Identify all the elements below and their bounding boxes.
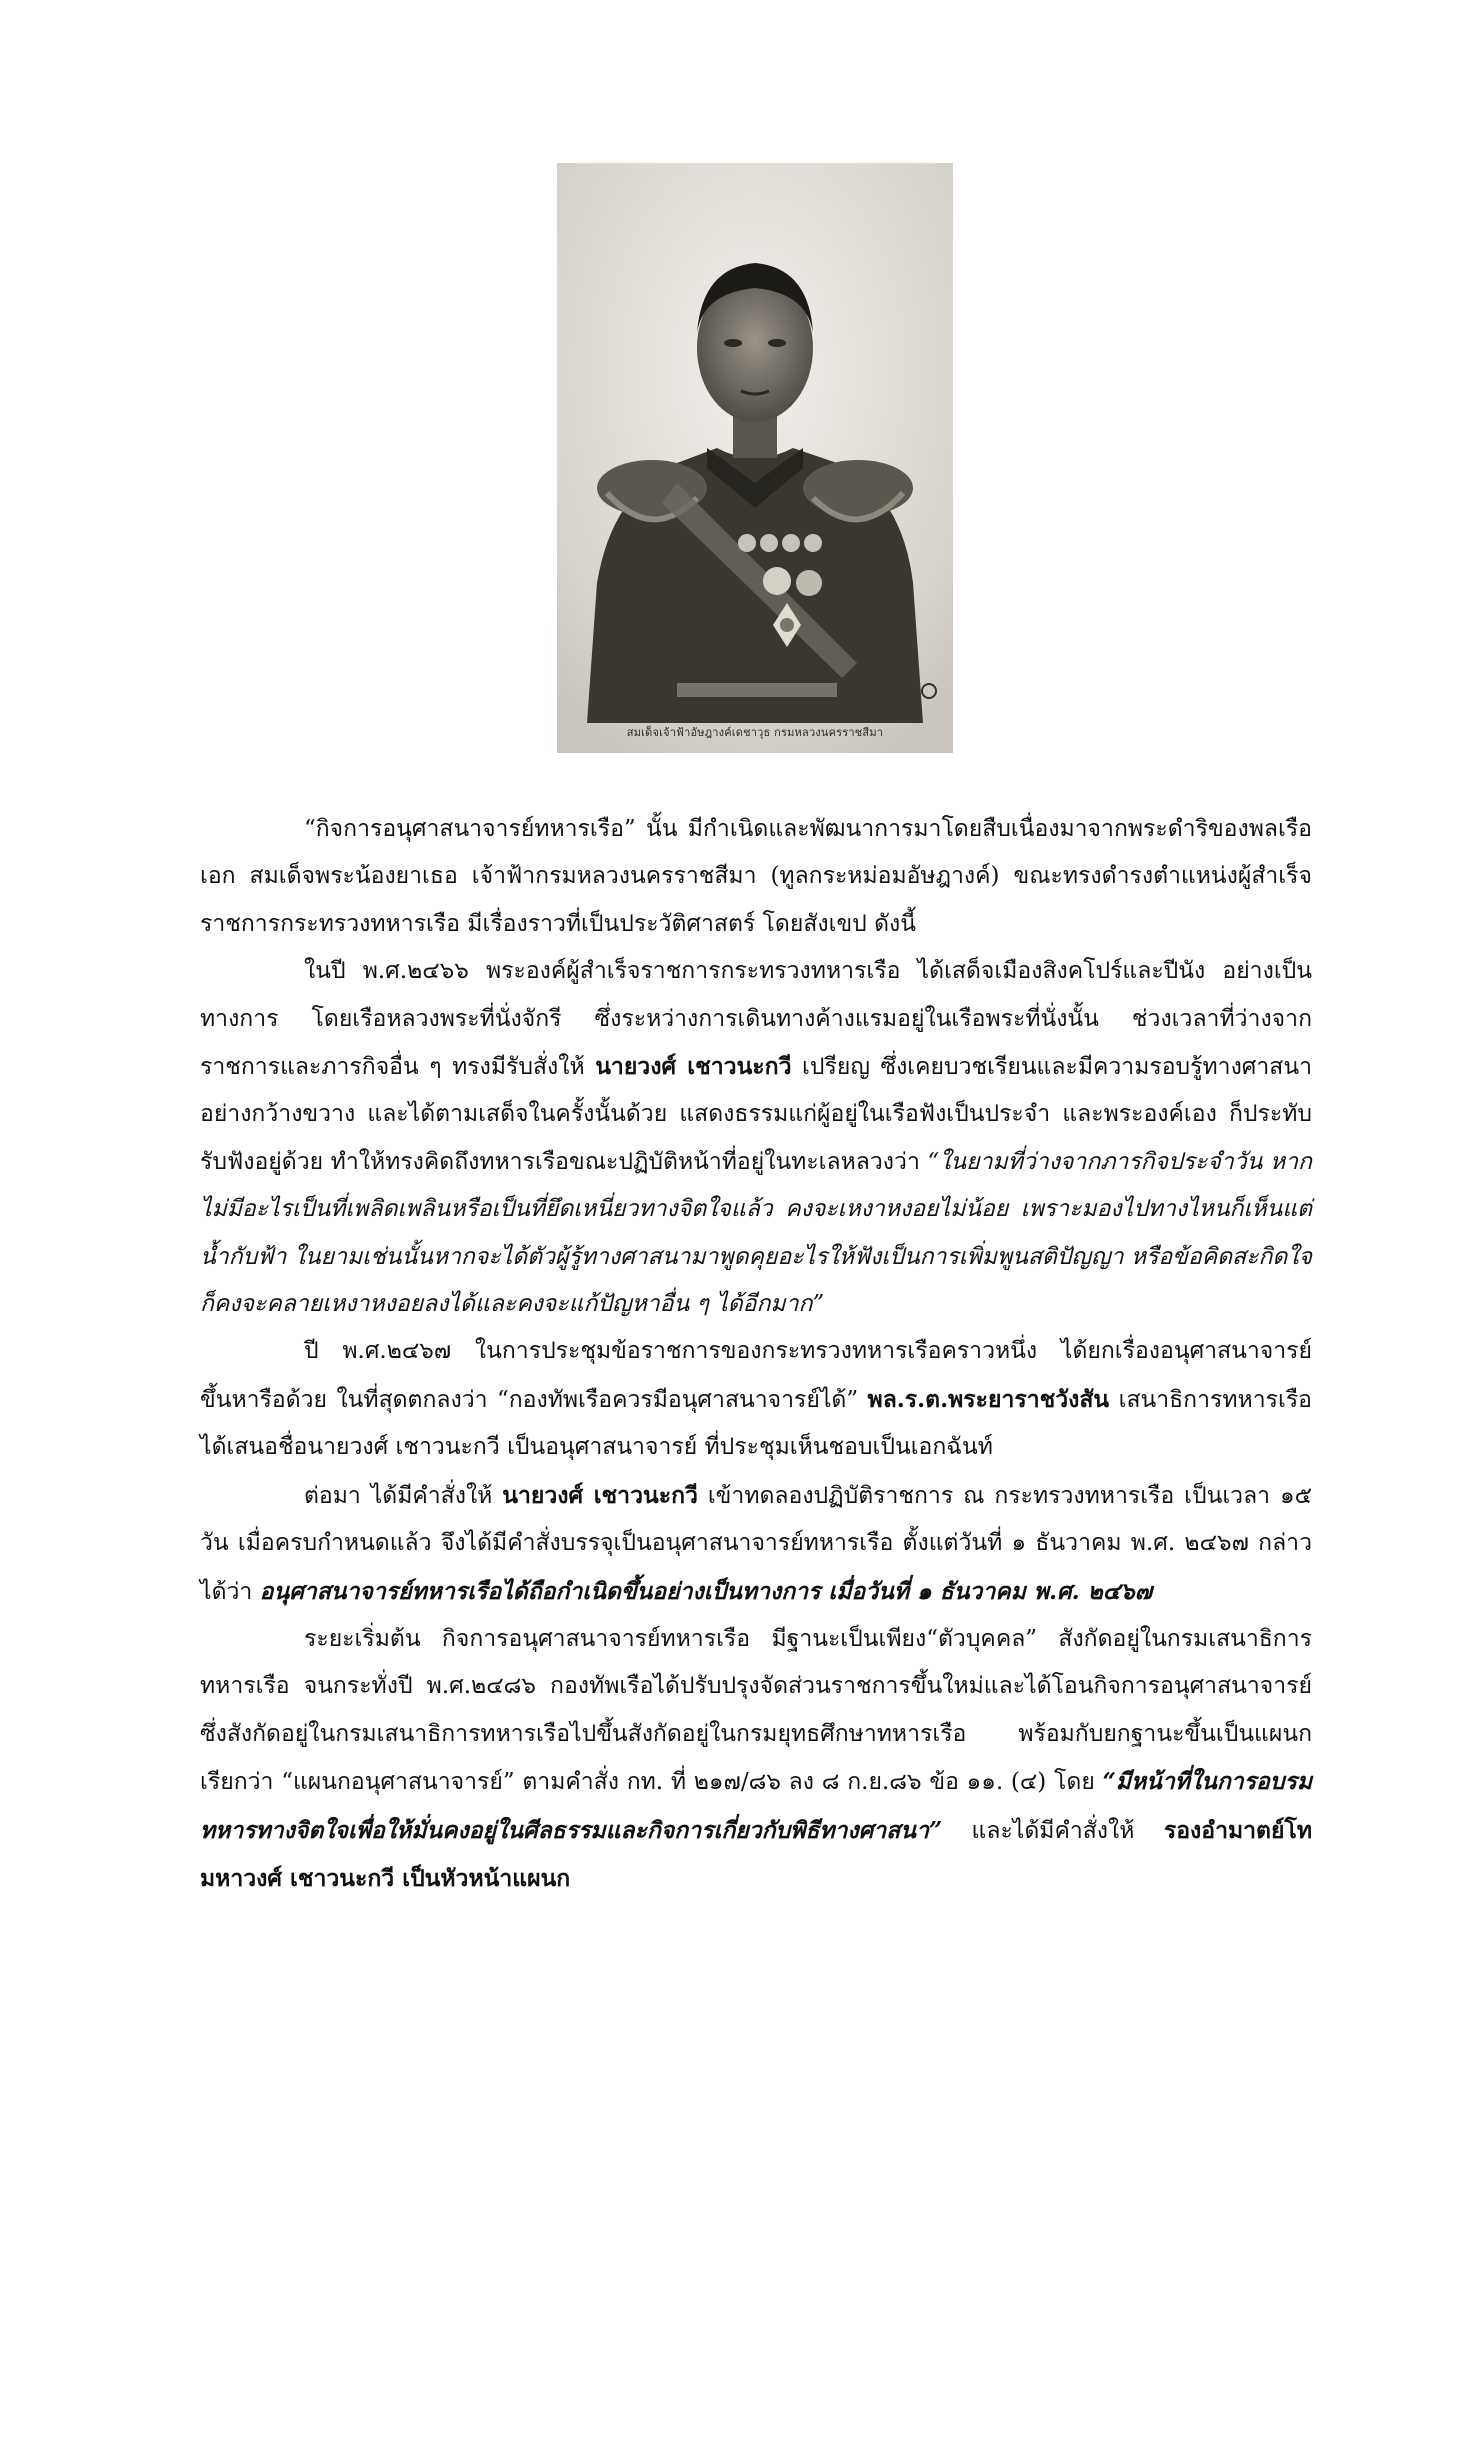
paragraph-2-text: ในปี พ.ศ.๒๔๖๖ พระองค์ผู้สำเร็จราชการกระทรวงทหารเรือ ได้เสด็จเมืองสิงคโปร์และปีนัง อย่างเป็นทางการ โดยเรือหลวงพระที่นั่งจักรี ซึ่งระหว่างการเดินทางค้างแรมอยู่ในเรือพระที่นั่งนั้น ช่วงเวลาที่ว่างจากราชการและภารกิจอื่น ๆ ทรงมีรับสั่งให้ xyxy=(200,958,1312,1081)
paragraph-4 xyxy=(200,1472,1312,1616)
founding-statement: อนุศาสนาจารย์ทหารเรือได้ถือกำเนิดขึ้นอย่างเป็นทางการ เมื่อวันที่ ๑ ธันวาคม พ.ศ. ๒๔๖๗ xyxy=(259,1577,1153,1605)
paragraph-3-text: ปี พ.ศ.๒๔๖๗ ในการประชุมข้อราชการของกระทรวงทหารเรือคราวหนึ่ง ได้ยกเรื่องอนุศาสนาจารย์ขึ้นหารือด้วย ในที่สุดตกลงว่า “กองทัพเรือควรมีอนุศาสนาจารย์ได้” xyxy=(200,1338,1312,1413)
paragraph-1 xyxy=(200,806,1312,948)
paragraph-5-text-cont: และได้มีคำสั่งให้ xyxy=(942,1817,1164,1844)
name-phraya-ratchawangsan: พล.ร.ต.พระยาราชวังสัน xyxy=(867,1385,1110,1413)
paragraph-5-text: ระยะเริ่มต้น กิจการอนุศาสนาจารย์ทหารเรือ มีฐานะเป็นเพียง“ตัวบุคคล” สังกัดอยู่ในกรมเสนาธิการทหารเรือ จนกระทั่งปี พ.ศ.๒๔๘๖ กองทัพเรือได้ปรับปรุงจัดส่วนราชการขึ้นใหม่และได้โอนกิจการอนุศาสนาจารย์ ซึ่งสังกัดอยู่ในกรมเสนาธิการทหารเรือไปขึ้นสังกัดอยู่ในกรมยุทธศึกษาทหารเรือ พร้อมกับยกฐานะขึ้นเป็นแผนก เรียกว่า “แผนกอนุศาสนาจารย์” ตามคำสั่ง กท. ที่ ๒๑๗/๘๖ ลง ๘ ก.ย.๘๖ ข้อ ๑๑. (๔) โดย xyxy=(200,1625,1312,1796)
portrait-photo xyxy=(557,163,953,753)
paragraph-1-text: “กิจการอนุศาสนาจารย์ทหารเรือ” นั้น มีกำเนิดและพัฒนาการมาโดยสืบเนื่องมาจากพระดำริของพลเรือเอก สมเด็จพระน้องยาเธอ เจ้าฟ้ากรมหลวงนครราชสีมา (ทูลกระหม่อมอัษฎางค์) ขณะทรงดำรงตำแหน่งผู้สำเร็จราชการกระทรวงทหารเรือ มีเรื่องราวที่เป็นประวัติศาสตร์ โดยสังเขป ดังนี้ xyxy=(200,816,1312,937)
paragraph-4-text: ต่อมา ได้มีคำสั่งให้ xyxy=(304,1482,503,1509)
royal-quote: “ในยามที่ว่างจากภารกิจประจำวัน หากไม่มีอะไรเป็นที่เพลิดเพลินหรือเป็นที่ยึดเหนี่ยวทางจิตใจแล้ว คงจะเหงาหงอยไม่น้อย เพราะมองไปทางไหนก็เห็นแต่น้ำกับฟ้า ในยามเช่นนั้นหากจะได้ตัวผู้รู้ทางศาสนามาพูดคุยอะไรให้ฟังเป็นการเพิ่มพูนสติปัญญา หรือข้อคิดสะกิดใจ ก็คงจะคลายเหงาหงอยลงได้และคงจะแก้ปัญหาอื่น ๆ ได้อีกมาก” xyxy=(200,1148,1312,1318)
name-wong-chaowanakawi: นายวงศ์ เชาวนะกวี xyxy=(595,1053,792,1081)
photo-caption: สมเด็จเจ้าฟ้าอัษฎางค์เดชาวุธ กรมหลวงนครราชสีมา xyxy=(626,726,884,739)
body-text xyxy=(200,806,1312,1903)
name-maha-wong: รองอำมาตย์โท มหาวงศ์ เชาวนะกวี เป็นหัวหน้าแผนก xyxy=(200,1816,1312,1892)
paragraph-3-text-cont: เสนาธิการทหารเรือ ได้เสนอชื่อนายวงศ์ เชาวนะกวี เป็นอนุศาสนาจารย์ ที่ประชุมเห็นชอบเป็นเอกฉันท์ xyxy=(200,1386,1312,1461)
paragraph-3 xyxy=(200,1328,1312,1471)
name-wong-chaowanakawi-2: นายวงศ์ เชาวนะกวี xyxy=(502,1481,698,1509)
portrait-image xyxy=(557,163,953,753)
duty-statement: “มีหน้าที่ในการอบรมทหารทางจิตใจเพื่อให้มั่นคงอยู่ในศีลธรรมและกิจการเกี่ยวกับพิธีทางศาสนา” xyxy=(200,1768,1312,1844)
paragraph-2-text-cont: เปรียญ ซึ่งเคยบวชเรียนและมีความรอบรู้ทางศาสนาอย่างกว้างขวาง และได้ตามเสด็จในครั้งนั้นด้วย แสดงธรรมแก่ผู้อยู่ในเรือฟังเป็นประจำ และพระองค์เอง ก็ประทับรับฟังอยู่ด้วย ทำให้ทรงคิดถึงทหารเรือขณะปฏิบัติหน้าที่อยู่ในทะเลหลวงว่า xyxy=(200,1054,1312,1175)
paragraph-4-text-cont: เข้าทดลองปฏิบัติราชการ ณ กระทรวงทหารเรือ เป็นเวลา ๑๕ วัน เมื่อครบกำหนดแล้ว จึงได้มีคำสั่งบรรจุเป็นอนุศาสนาจารย์ทหารเรือ ตั้งแต่วันที่ ๑ ธันวาคม พ.ศ. ๒๔๖๗ กล่าวได้ว่า xyxy=(200,1482,1312,1605)
paragraph-5 xyxy=(200,1616,1312,1903)
paragraph-2 xyxy=(200,948,1312,1328)
